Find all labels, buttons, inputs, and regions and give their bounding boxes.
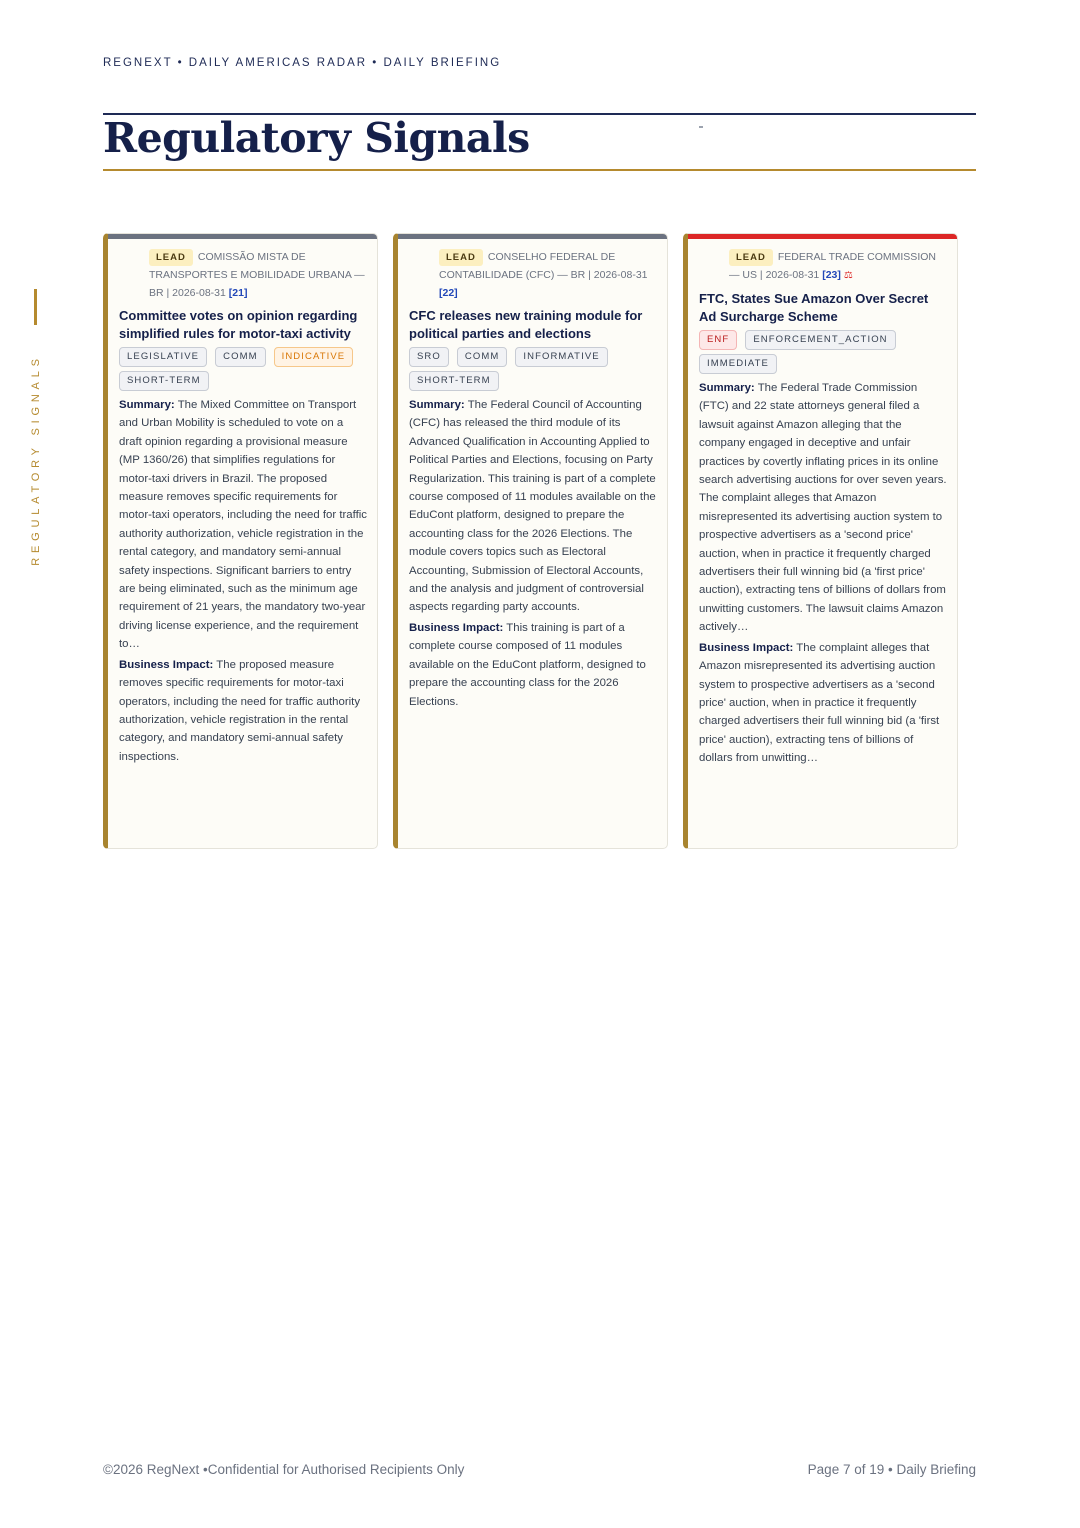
impact-label: Business Impact: [699,641,794,654]
summary-text: The Federal Council of Accounting (CFC) has released the third module of its Advanced Qualification in Accounting Applied to Political Parties and Elections, focusing on Party Regularization. This training is part of a complete course composed of 11 modules available on the EduCont platform, designed to prepare the accounting class for the 2026 Elections. The module covers topics such as Electoral Accounting, Submission of Electoral Accounts, and the analysis and judgment of controversial aspects regarding party accounts. [409,399,656,614]
card-impact [119,656,367,766]
card-impact [699,639,947,768]
lead-badge: LEAD [439,249,483,266]
card-top-stripe [108,234,377,239]
impact-text: This training is part of a complete course composed of 11 modules available on the EduCont platform, designed to prepare the accounting class for the 2026 Elections. [409,621,646,708]
footer-page-number: Page 7 of 19 • Daily Briefing [807,1462,976,1477]
sidebar-label: REGULATORY SIGNALS [30,354,42,566]
lead-badge: LEAD [729,249,773,266]
tag: INFORMATIVE [515,347,607,367]
scale-icon: ⚖ [843,270,853,281]
lead-badge: LEAD [149,249,193,266]
reference-link[interactable]: [21] [228,287,248,299]
summary-label: Summary: [699,382,755,394]
header-kicker: REGNEXT • DAILY AMERICAS RADAR • DAILY BRIEFING [103,57,502,69]
decorative-dot [699,126,703,128]
header-rule-bottom [103,169,976,171]
tag: COMM [215,347,265,367]
summary-label: Summary: [409,399,465,411]
tag: COMM [457,347,507,367]
summary-text: The Mixed Committee on Transport and Urban Mobility is scheduled to vote on a draft opinion regarding a provisional measure (MP 1360/26) that simplifies regulations for motor-taxi drivers in Brazil. The proposed measure removes specific requirements for motor-taxi operators, including the need for traffic authority authorization, vehicle registration in the rental category, and mandatory semi-annual safety inspections. Significant barriers to entry are being eliminated, such as the minimum age requirement of 21 years, the mandatory two-year driving license experience, and the requirement to… [119,399,367,651]
impact-text: The complaint alleges that Amazon misrepresented its advertising auction system to prospective advertisers as a 'second price' auction, when in practice it frequently charged advertisers their full winning bid (a 'first price' auction), extracting tens of billions of dollars from unwitting… [699,641,940,765]
tag: ENFORCEMENT_ACTION [745,330,895,350]
tag-list [409,347,657,391]
impact-label: Business Impact: [409,621,504,634]
summary-text: The Federal Trade Commission (FTC) and 22 state attorneys general filed a lawsuit against Amazon alleging that the company engaged in deceptive and unfair practices by covertly inflating prices in its online search advertising auctions for over seven years. The complaint alleges that Amazon misrepresented its advertising auction system to prospective advertisers as a 'second price' auction, when in practice it frequently charged advertisers their full winning bid (a 'first price' auction), extracting tens of billions of dollars from unwitting customers. The lawsuit claims Amazon actively… [699,382,947,634]
sidebar-accent-bar [34,289,37,325]
reference-link[interactable]: [22] [439,287,458,299]
tag: LEGISLATIVE [119,347,207,367]
tag-list [119,347,367,391]
card-title: CFC releases new training module for political parties and elections [409,308,643,341]
tag: IMMEDIATE [699,354,777,374]
tag: INDICATIVE [274,347,354,367]
card-meta [119,248,367,302]
card-top-stripe [688,234,957,239]
tag: SRO [409,347,449,367]
card-title: FTC, States Sue Amazon Over Secret Ad Surcharge Scheme [699,291,929,324]
reference-link[interactable]: [23] [822,269,841,281]
tag: SHORT-TERM [119,371,209,391]
summary-label: Summary: [119,399,175,411]
signal-card [393,233,668,849]
page-title: Regulatory Signals [103,114,530,162]
card-title: Committee votes on opinion regarding simplified rules for motor-taxi activity [119,308,358,341]
card-meta [409,248,657,302]
card-meta [699,248,947,285]
tag: SHORT-TERM [409,371,499,391]
footer-copyright: ©2026 RegNext •Confidential for Authorised Recipients Only [103,1462,465,1477]
impact-text: The proposed measure removes specific requirements for motor-taxi operators, including the need for traffic authority authorization, vehicle registration in the rental category, and mandatory semi-annual safety inspections. [119,658,361,763]
card-source: FEDERAL TRADE COMMISSION — US | 2026-08-31 [729,251,936,281]
card-top-stripe [398,234,667,239]
card-impact [409,619,657,711]
tag-list [699,330,947,374]
signal-card [103,233,378,849]
card-summary [409,396,657,617]
impact-label: Business Impact: [119,658,214,671]
signal-card [683,233,958,849]
card-summary [119,396,367,654]
card-source: CONSELHO FEDERAL DE CONTABILIDADE (CFC) — BR | 2026-08-31 [439,251,648,281]
tag: ENF [699,330,737,350]
card-summary [699,379,947,637]
card-source: COMISSÃO MISTA DE TRANSPORTES E MOBILIDADE URBANA — BR | 2026-08-31 [149,251,365,299]
